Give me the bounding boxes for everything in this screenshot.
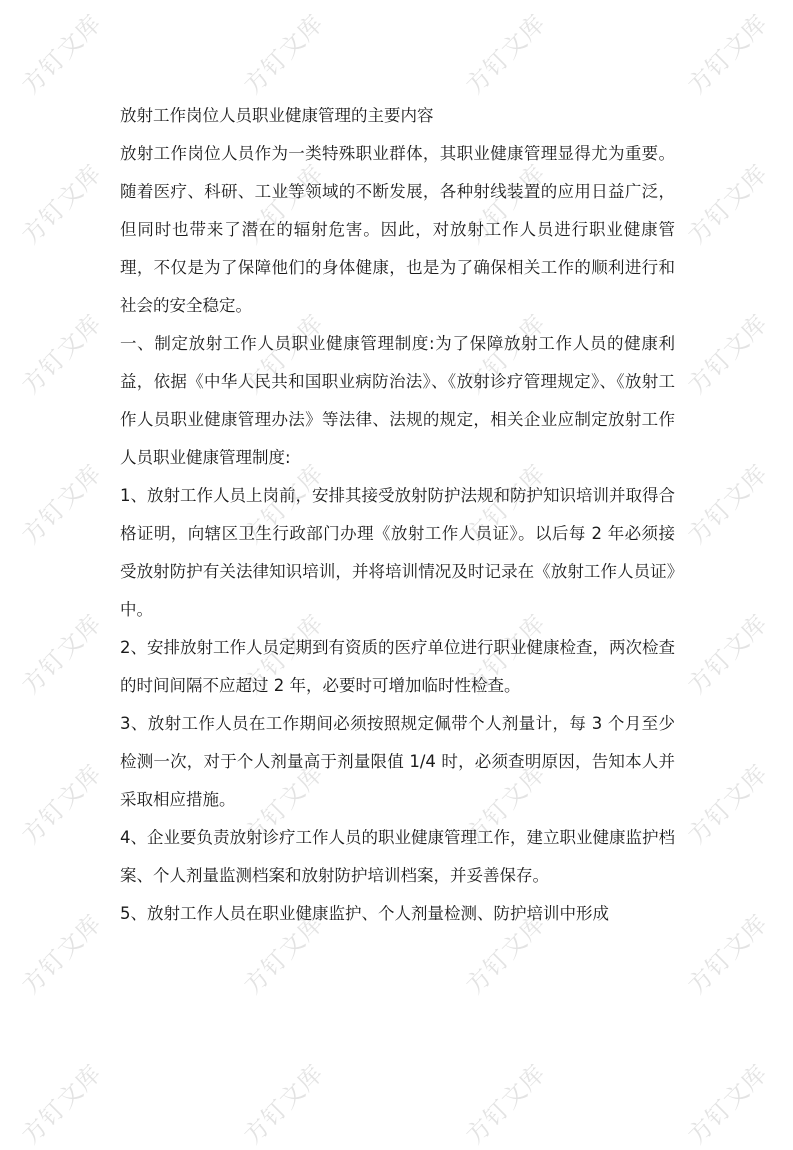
watermark-text: 方钉文库	[682, 159, 774, 250]
watermark-text: 方钉文库	[238, 159, 330, 250]
paragraph-item-3: 3、放射工作人员在工作期间必须按照规定佩带个人剂量计，每 3 个月至少检测一次，对于个人剂量高于剂量限值 1/4 时，必须查明原因，告知本人并采取相应措施。	[120, 714, 675, 809]
watermark-text: 方钉文库	[460, 1059, 552, 1150]
watermark-text: 方钉文库	[460, 309, 552, 400]
watermark-text: 方钉文库	[682, 909, 774, 1000]
watermark-text: 方钉文库	[238, 1059, 330, 1150]
watermark-text: 方钉文库	[16, 309, 108, 400]
paragraph-item-4: 4、企业要负责放射诊疗工作人员的职业健康管理工作，建立职业健康监护档案、个人剂量监测档案和放射防护培训档案，并妥善保存。	[120, 828, 675, 885]
document-title: 放射工作岗位人员职业健康管理的主要内容	[120, 106, 434, 125]
watermark-text: 方钉文库	[16, 459, 108, 550]
watermark-text: 方钉文库	[460, 9, 552, 100]
watermark-text: 方钉文库	[238, 459, 330, 550]
paragraph-intro: 放射工作岗位人员作为一类特殊职业群体，其职业健康管理显得尤为重要。随着医疗、科研、工业等领域的不断发展，各种射线装置的应用日益广泛，但同时也带来了潜在的辐射危害。因此，对放射工作人员进行职业健康管理，不仅是为了保障他们的身体健康，也是为了确保相关工作的顺利进行和社会的安全稳定。	[120, 144, 675, 315]
watermark-text: 方钉文库	[682, 1059, 774, 1150]
paragraph-section-1: 一、制定放射工作人员职业健康管理制度:为了保障放射工作人员的健康利益，依据《中华人民共和国职业病防治法》、《放射诊疗管理规定》、《放射工作人员职业健康管理办法》等法律、法规的规定，相关企业应制定放射工作人员职业健康管理制度:	[120, 334, 675, 467]
watermark-text: 方钉文库	[460, 759, 552, 850]
watermark-text: 方钉文库	[682, 609, 774, 700]
watermark-text: 方钉文库	[238, 609, 330, 700]
watermark-text: 方钉文库	[16, 759, 108, 850]
watermark-text: 方钉文库	[460, 459, 552, 550]
watermark-text: 方钉文库	[238, 909, 330, 1000]
watermark-text: 方钉文库	[16, 609, 108, 700]
watermark-text: 方钉文库	[682, 459, 774, 550]
paragraph-item-2: 2、安排放射工作人员定期到有资质的医疗单位进行职业健康检查，两次检查的时间间隔不应超过 2 年，必要时可增加临时性检查。	[120, 638, 675, 695]
watermark-text: 方钉文库	[682, 309, 774, 400]
watermark-text: 方钉文库	[238, 9, 330, 100]
watermark-text: 方钉文库	[682, 9, 774, 100]
watermark-text: 方钉文库	[460, 909, 552, 1000]
watermark-text: 方钉文库	[238, 759, 330, 850]
watermark-text: 方钉文库	[16, 159, 108, 250]
paragraph-item-1: 1、放射工作人员上岗前，安排其接受放射防护法规和防护知识培训并取得合格证明，向辖区卫生行政部门办理《放射工作人员证》。以后每 2 年必须接受放射防护有关法律知识培训，并将培训情况及时记录在《放射工作人员证》中。	[120, 486, 675, 619]
watermark-text: 方钉文库	[16, 1059, 108, 1150]
watermark-text: 方钉文库	[682, 759, 774, 850]
watermark-text: 方钉文库	[16, 9, 108, 100]
watermark-text: 方钉文库	[460, 159, 552, 250]
watermark-text: 方钉文库	[16, 909, 108, 1000]
document-body	[120, 97, 675, 933]
watermark-text: 方钉文库	[460, 609, 552, 700]
watermark-text: 方钉文库	[238, 309, 330, 400]
paragraph-item-5: 5、放射工作人员在职业健康监护、个人剂量检测、防护培训中形成	[120, 904, 609, 923]
